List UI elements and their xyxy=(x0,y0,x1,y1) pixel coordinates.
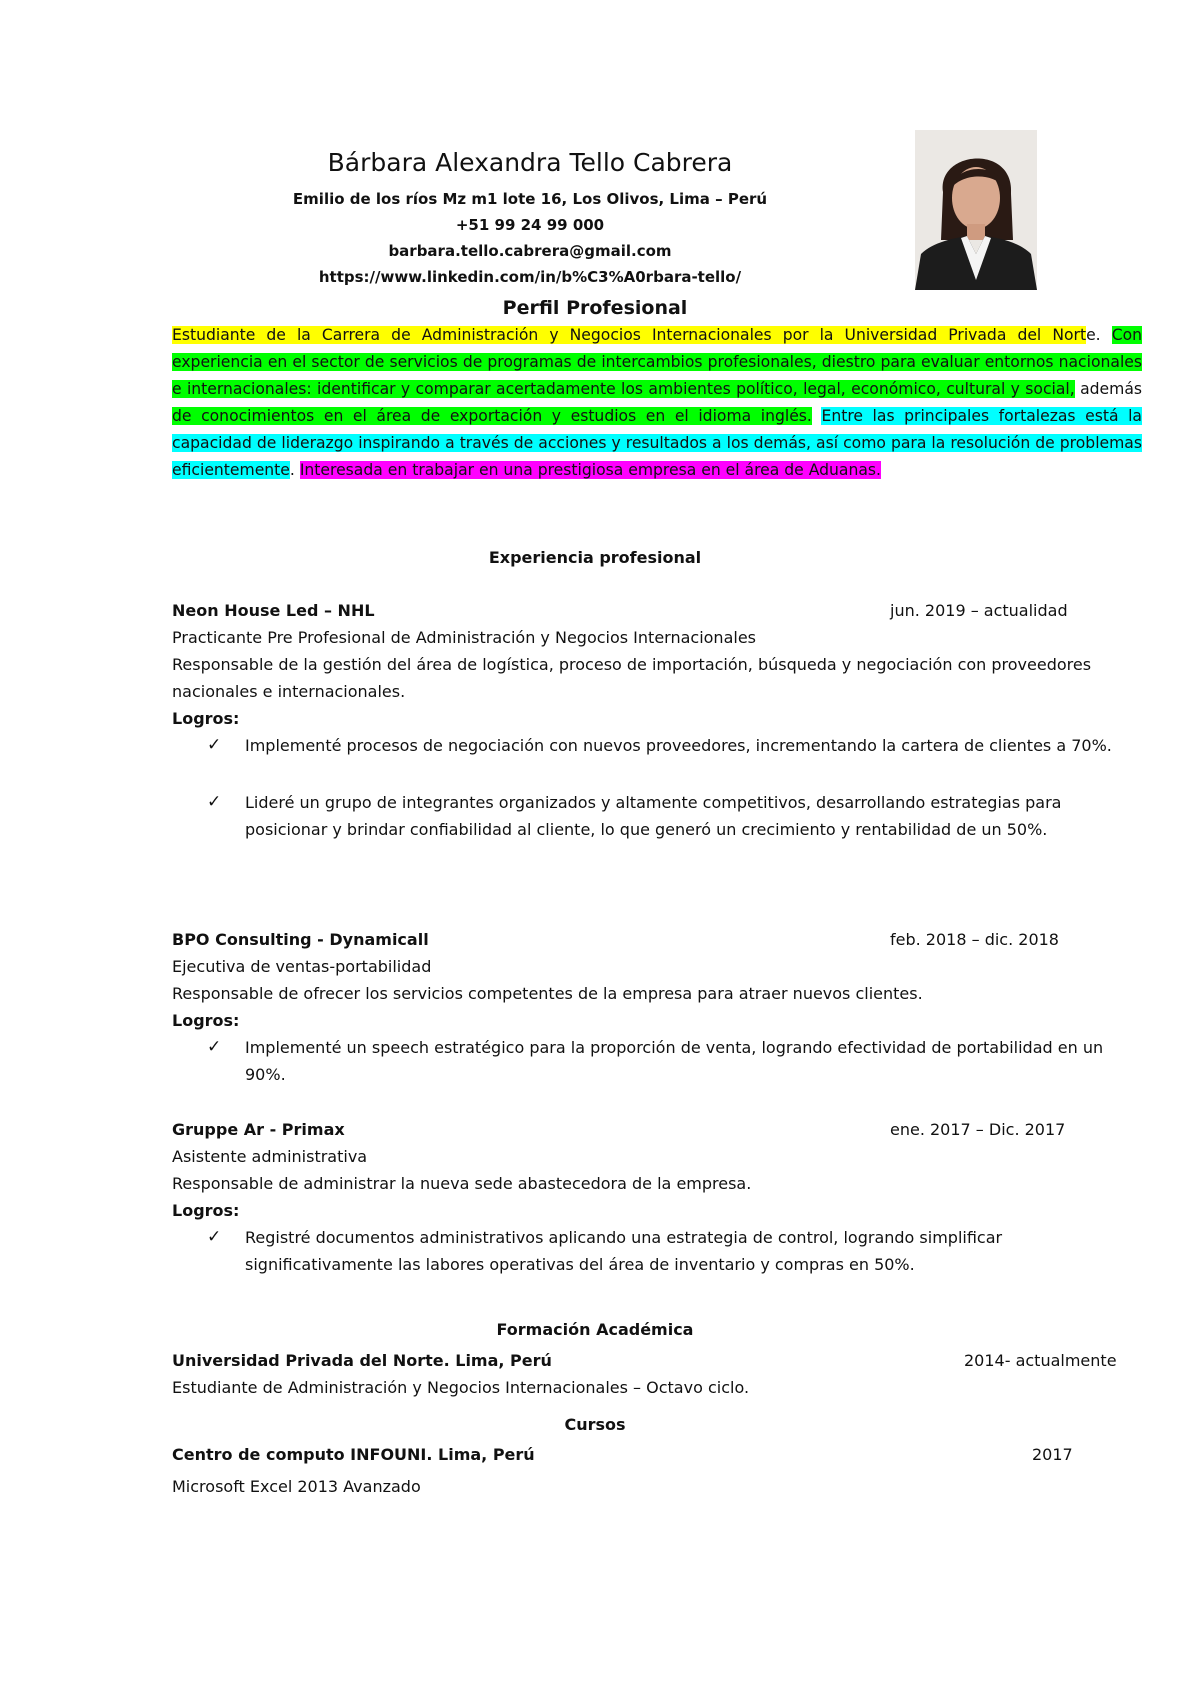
job-company: BPO Consulting - Dynamicall xyxy=(172,930,429,949)
achievements-label: Logros: xyxy=(172,1011,240,1030)
job-dates: jun. 2019 – actualidad xyxy=(890,601,1068,620)
education-detail: Estudiante de Administración y Negocios Internacionales – Octavo ciclo. xyxy=(172,1378,750,1397)
job-header xyxy=(172,1116,1132,1143)
achievements-list xyxy=(172,1034,1132,1088)
achievement-item: ✓ Registré documentos administrativos aplicando una estrategia de control, logrando simplificar significativamente las labores operativas del área de inventario y compras en 50%. xyxy=(172,1224,1132,1278)
job-role: Ejecutiva de ventas-portabilidad xyxy=(172,957,432,976)
job-company: Gruppe Ar - Primax xyxy=(172,1120,345,1139)
profile-segment-strengths: Entre las principales fortalezas está la capacidad de liderazgo inspirando a través de acciones y resultados a los demás, así como para la resolución de problemas eficientemente xyxy=(172,407,1142,479)
job-dates: feb. 2018 – dic. 2018 xyxy=(890,930,1059,949)
profile-summary xyxy=(172,322,1142,484)
course-header xyxy=(172,1441,1132,1468)
contact-block xyxy=(170,186,890,290)
profile-photo xyxy=(915,130,1037,290)
address: Emilio de los ríos Mz m1 lote 16, Los Olivos, Lima – Perú xyxy=(292,190,768,208)
job-role: Practicante Pre Profesional de Administración y Negocios Internacionales xyxy=(172,628,756,647)
achievements-label: Logros: xyxy=(172,1201,240,1220)
profile-segment-studies-end: e. xyxy=(1086,326,1101,344)
education-header xyxy=(172,1347,1132,1374)
candidate-name: Bárbara Alexandra Tello Cabrera xyxy=(327,148,733,177)
checkmark-icon: ✓ xyxy=(207,792,222,812)
profile-segment-experience: Con experiencia en el sector de servicios de programas de intercambios profesionales, diestro para evaluar entornos nacionales e internacionales: identificar y comparar acertadamente los ambientes político, legal, económico, cultural y social, xyxy=(172,326,1142,398)
profile-title: Perfil Profesional xyxy=(502,297,688,319)
linkedin-url[interactable]: https://www.linkedin.com/in/b%C3%A0rbara-tello/ xyxy=(318,268,742,286)
checkmark-icon: ✓ xyxy=(207,1227,222,1247)
job-description: Responsable de la gestión del área de logística, proceso de importación, búsqueda y negociación con proveedores nacionales e internacionales. xyxy=(172,655,1092,701)
profile-segment-goal: Interesada en trabajar en una prestigiosa empresa en el área de Aduanas. xyxy=(299,461,881,479)
profile-segment-strengths-end: . xyxy=(289,461,295,479)
checkmark-icon: ✓ xyxy=(207,735,222,755)
checkmark-icon: ✓ xyxy=(207,1037,222,1057)
achievement-item: ✓ Implementé un speech estratégico para la proporción de venta, logrando efectividad de portabilidad en un 90%. xyxy=(172,1034,1132,1088)
job-header xyxy=(172,926,1132,953)
job-company: Neon House Led – NHL xyxy=(172,601,375,620)
achievements-label: Logros: xyxy=(172,709,240,728)
profile-segment-experience-end: de conocimientos en el área de exportación y estudios en el idioma inglés. xyxy=(172,407,812,425)
education-dates: 2014- actualmente xyxy=(964,1351,1117,1370)
job-entry xyxy=(172,597,1132,843)
achievements-list xyxy=(172,732,1132,843)
education-entry xyxy=(172,1347,1132,1401)
education-title: Formación Académica xyxy=(496,1320,694,1339)
course-name: Microsoft Excel 2013 Avanzado xyxy=(172,1477,421,1496)
job-description: Responsable de administrar la nueva sede abastecedora de la empresa. xyxy=(172,1174,752,1193)
email[interactable]: barbara.tello.cabrera@gmail.com xyxy=(388,242,672,260)
education-institution: Universidad Privada del Norte. Lima, Perú xyxy=(172,1351,552,1370)
spacer xyxy=(172,759,1132,789)
course-institution: Centro de computo INFOUNI. Lima, Perú xyxy=(172,1445,535,1464)
achievement-item: ✓ Implementé procesos de negociación con nuevos proveedores, incrementando la cartera de clientes a 70%. xyxy=(172,732,1132,759)
job-role: Asistente administrativa xyxy=(172,1147,368,1166)
course-entry xyxy=(172,1441,1132,1500)
achievement-item: ✓ Lideré un grupo de integrantes organizados y altamente competitivos, desarrollando estrategias para posicionar y brindar confiabilidad al cliente, lo que generó un crecimiento y rentabilidad de un 50%. xyxy=(172,789,1132,843)
profile-segment-experience-mid: además xyxy=(1074,380,1143,398)
job-entry xyxy=(172,926,1132,1088)
courses-title: Cursos xyxy=(564,1415,626,1434)
job-header xyxy=(172,597,1132,624)
achievements-list xyxy=(172,1224,1132,1278)
job-description: Responsable de ofrecer los servicios competentes de la empresa para atraer nuevos clientes. xyxy=(172,984,923,1003)
profile-segment-studies: Estudiante de la Carrera de Administración y Negocios Internacionales por la Universidad Privada del Nort xyxy=(172,326,1087,344)
course-year: 2017 xyxy=(1032,1445,1073,1464)
phone: +51 99 24 99 000 xyxy=(455,216,605,234)
job-entry xyxy=(172,1116,1132,1278)
portrait-illustration xyxy=(915,130,1037,290)
experience-title: Experiencia profesional xyxy=(488,548,702,567)
job-dates: ene. 2017 – Dic. 2017 xyxy=(890,1120,1066,1139)
